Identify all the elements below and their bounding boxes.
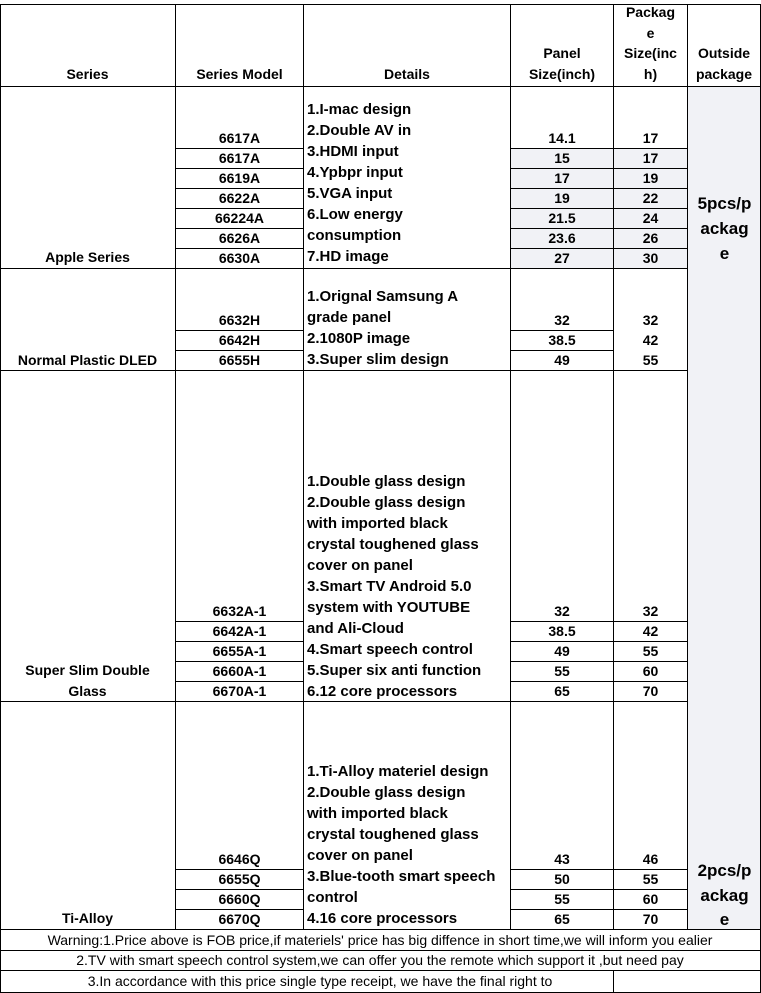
series-name: Glass — [68, 683, 107, 699]
details-line: 4.Ypbpr input — [307, 164, 403, 181]
details-line: with imported black — [307, 805, 448, 822]
package-size-cell: 17 — [642, 130, 659, 146]
header-package-size-3: Size(inc — [624, 45, 677, 61]
outside-package-top: 5pcs/p — [697, 194, 752, 213]
model-cell: 6622A — [218, 190, 261, 206]
series-name: Super Slim Double — [25, 662, 150, 678]
header-details: Details — [384, 66, 430, 82]
outside-package-top: ackag — [700, 219, 749, 238]
details-line: and Ali-Cloud — [307, 620, 404, 637]
panel-size-cell: 19 — [554, 190, 570, 206]
package-size-cell: 55 — [642, 643, 659, 659]
series-name: Normal Plastic DLED — [17, 352, 158, 368]
panel-size-cell: 55 — [554, 663, 570, 679]
model-cell: 6642H — [218, 332, 261, 348]
details-line: 6.Low energy — [307, 206, 403, 223]
series-name: Ti-Alloy — [61, 910, 114, 926]
package-size-cell: 55 — [642, 871, 659, 887]
details-line: grade panel — [307, 309, 392, 326]
details-line: 1.Ti-Alloy materiel design — [307, 763, 489, 780]
footer-warning-line-1: Warning:1.Price above is FOB price,if materiels' price has big diffence in short time,we will inform you ealier — [47, 932, 713, 948]
header-series: Series — [66, 66, 109, 82]
details-line: 3.Blue-tooth smart speech — [307, 868, 496, 885]
model-cell: 6660Q — [218, 891, 261, 907]
details-line: 3.Super slim design — [307, 351, 449, 368]
details-line: system with YOUTUBE — [307, 599, 471, 616]
header-series-model: Series Model — [196, 66, 283, 82]
model-cell: 6670A-1 — [212, 683, 267, 699]
footer-warning-line-3: 3.In accordance with this price single type receipt, we have the final right to — [87, 973, 553, 989]
outside-package-bottom: ackag — [700, 886, 749, 905]
details-line: 5.Super six anti function — [307, 662, 482, 679]
header-panel-size-1: Panel — [543, 45, 581, 61]
header-outside-package-1: Outside — [697, 45, 751, 61]
header-package-size-2: e — [646, 25, 655, 41]
header-package-size-4: h) — [643, 66, 658, 82]
details-line: 3.Smart TV Android 5.0 — [307, 578, 472, 595]
series-name: Apple Series — [45, 249, 130, 265]
package-size-cell: 17 — [642, 150, 659, 166]
package-size-cell: 42 — [642, 332, 659, 348]
details-line: with imported black — [307, 515, 448, 532]
model-cell: 6630A — [218, 250, 261, 266]
details-line: cover on panel — [307, 847, 413, 864]
details-line: consumption — [307, 227, 402, 244]
details-line: control — [307, 889, 358, 906]
model-cell: 6646Q — [218, 851, 261, 867]
model-cell: 6626A — [218, 230, 261, 246]
panel-size-cell: 50 — [554, 871, 570, 887]
header-outside-package-2: package — [695, 66, 753, 82]
details-line: 1.I-mac design — [307, 101, 412, 118]
details-line: cover on panel — [307, 557, 413, 574]
panel-size-cell: 27 — [554, 250, 570, 266]
package-size-cell: 42 — [642, 623, 659, 639]
package-size-cell: 26 — [642, 230, 659, 246]
panel-size-cell: 17 — [554, 170, 570, 186]
panel-size-cell: 21.5 — [548, 210, 576, 226]
model-cell: 6632H — [218, 312, 261, 328]
package-size-cell: 60 — [642, 663, 659, 679]
details-line: crystal toughened glass — [307, 826, 479, 843]
details-line: 6.12 core processors — [307, 683, 458, 700]
model-cell: 6655A-1 — [212, 643, 267, 659]
model-cell: 6670Q — [218, 911, 261, 927]
header-panel-size-2: Size(inch) — [528, 66, 596, 82]
panel-size-cell: 32 — [554, 603, 570, 619]
details-line: 2.Double glass design — [307, 784, 466, 801]
details-line: 5.VGA input — [307, 185, 393, 202]
package-size-cell: 60 — [642, 891, 659, 907]
outside-package-bottom: 2pcs/p — [697, 861, 752, 880]
details-line: 4.Smart speech control — [307, 641, 473, 658]
model-cell: 6617A — [218, 130, 261, 146]
model-cell: 6655H — [218, 352, 261, 368]
package-size-cell: 70 — [642, 911, 659, 927]
details-line: 4.16 core processors — [307, 910, 458, 927]
model-cell: 6617A — [218, 150, 261, 166]
package-size-cell: 32 — [642, 603, 659, 619]
panel-size-cell: 65 — [554, 683, 570, 699]
model-cell: 6619A — [218, 170, 261, 186]
details-line: 2.Double glass design — [307, 494, 466, 511]
package-size-cell: 70 — [642, 683, 659, 699]
outside-package-bottom: e — [719, 910, 730, 929]
panel-size-cell: 38.5 — [548, 623, 576, 639]
panel-size-cell: 55 — [554, 891, 570, 907]
model-cell: 6655Q — [218, 871, 261, 887]
details-line: 1.Double glass design — [307, 473, 466, 490]
panel-size-cell: 32 — [554, 312, 570, 328]
panel-size-cell: 65 — [554, 911, 570, 927]
panel-size-cell: 43 — [554, 851, 570, 867]
package-size-cell: 30 — [642, 250, 659, 266]
panel-size-cell: 49 — [554, 643, 570, 659]
outside-package-top: e — [719, 244, 730, 263]
model-cell: 6642A-1 — [212, 623, 267, 639]
panel-size-cell: 15 — [554, 150, 570, 166]
details-line: 3.HDMI input — [307, 143, 399, 160]
panel-size-cell: 49 — [554, 352, 570, 368]
package-size-cell: 32 — [642, 312, 659, 328]
package-size-cell: 55 — [642, 352, 659, 368]
model-cell: 6660A-1 — [212, 663, 267, 679]
details-line: 7.HD image — [307, 248, 389, 265]
details-line: 1.Orignal Samsung A — [307, 288, 459, 305]
panel-size-cell: 14.1 — [548, 130, 576, 146]
package-size-cell: 22 — [642, 190, 659, 206]
header-package-size-1: Packag — [625, 4, 676, 20]
panel-size-cell: 38.5 — [548, 332, 576, 348]
model-cell: 6632A-1 — [212, 603, 267, 619]
package-size-cell: 46 — [642, 851, 659, 867]
details-line: crystal toughened glass — [307, 536, 479, 553]
footer-warning-line-2: 2.TV with smart speech control system,we can offer you the remote which support it ,but need pay — [76, 952, 684, 968]
panel-size-cell: 23.6 — [548, 230, 576, 246]
model-cell: 66224A — [214, 210, 265, 226]
package-size-cell: 24 — [642, 210, 659, 226]
package-size-cell: 19 — [642, 170, 659, 186]
details-line: 2.1080P image — [307, 330, 411, 347]
details-line: 2.Double AV in — [307, 122, 412, 139]
